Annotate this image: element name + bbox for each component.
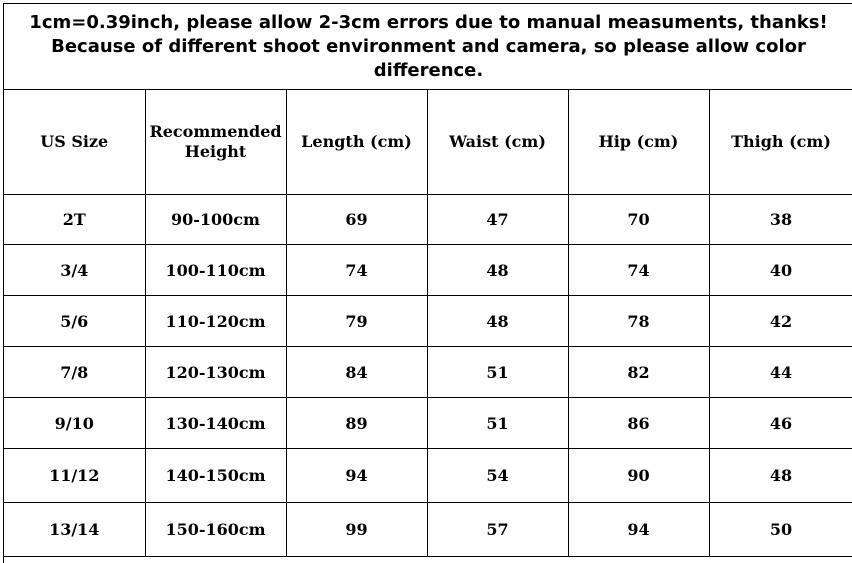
cell-length: 84 [286, 347, 427, 398]
cell-length: 89 [286, 398, 427, 449]
cell-hip: 78 [568, 296, 709, 347]
header-thigh: Thigh (cm) [709, 90, 852, 195]
cell-hip: 82 [568, 347, 709, 398]
cell-waist: 47 [427, 195, 568, 245]
cell-thigh: 42 [709, 296, 852, 347]
cell-us-size: 7/8 [4, 347, 145, 398]
cell-thigh: 48 [709, 449, 852, 503]
notice-line-3: difference. [373, 60, 484, 81]
cell-height: 130-140cm [145, 398, 286, 449]
cell-thigh: 50 [709, 503, 852, 557]
cell-hip: 74 [568, 245, 709, 296]
header-recommended-height-line-2: Height [184, 142, 247, 161]
cell-waist: 57 [427, 503, 568, 557]
cell-height: 120-130cm [145, 347, 286, 398]
cell-us-size: 9/10 [4, 398, 145, 449]
cell-height: 110-120cm [145, 296, 286, 347]
cell-hip: 86 [568, 398, 709, 449]
table-row [4, 503, 852, 557]
table-row [4, 398, 852, 449]
cell-waist: 54 [427, 449, 568, 503]
header-waist: Waist (cm) [427, 90, 568, 195]
size-table [4, 90, 852, 557]
size-chart [3, 3, 852, 563]
cell-hip: 90 [568, 449, 709, 503]
cell-hip: 94 [568, 503, 709, 557]
cell-hip: 70 [568, 195, 709, 245]
table-row [4, 296, 852, 347]
header-recommended-height-line-1: Recommended [149, 122, 282, 141]
cell-height: 140-150cm [145, 449, 286, 503]
cell-us-size: 2T [4, 195, 145, 245]
cell-thigh: 40 [709, 245, 852, 296]
header-hip: Hip (cm) [568, 90, 709, 195]
table-row [4, 195, 852, 245]
cell-thigh: 38 [709, 195, 852, 245]
cell-length: 74 [286, 245, 427, 296]
header-recommended-height [145, 90, 286, 195]
cell-length: 99 [286, 503, 427, 557]
cell-length: 69 [286, 195, 427, 245]
cell-length: 94 [286, 449, 427, 503]
cell-height: 90-100cm [145, 195, 286, 245]
notice-line-1: 1cm=0.39inch, please allow 2-3cm errors due to manual measuments, thanks! [29, 12, 828, 33]
cell-height: 100-110cm [145, 245, 286, 296]
cell-us-size: 5/6 [4, 296, 145, 347]
cell-us-size: 3/4 [4, 245, 145, 296]
cell-waist: 51 [427, 347, 568, 398]
table-row [4, 449, 852, 503]
cell-us-size: 13/14 [4, 503, 145, 557]
table-header-row [4, 90, 852, 195]
cell-us-size: 11/12 [4, 449, 145, 503]
cell-thigh: 44 [709, 347, 852, 398]
header-length: Length (cm) [286, 90, 427, 195]
table-row [4, 347, 852, 398]
table-row [4, 245, 852, 296]
cell-height: 150-160cm [145, 503, 286, 557]
header-us-size: US Size [4, 90, 145, 195]
cell-thigh: 46 [709, 398, 852, 449]
cell-waist: 48 [427, 245, 568, 296]
cell-length: 79 [286, 296, 427, 347]
notice-banner [4, 4, 852, 90]
notice-line-2: Because of different shoot environment and camera, so please allow color [51, 36, 806, 57]
cell-waist: 48 [427, 296, 568, 347]
cell-waist: 51 [427, 398, 568, 449]
